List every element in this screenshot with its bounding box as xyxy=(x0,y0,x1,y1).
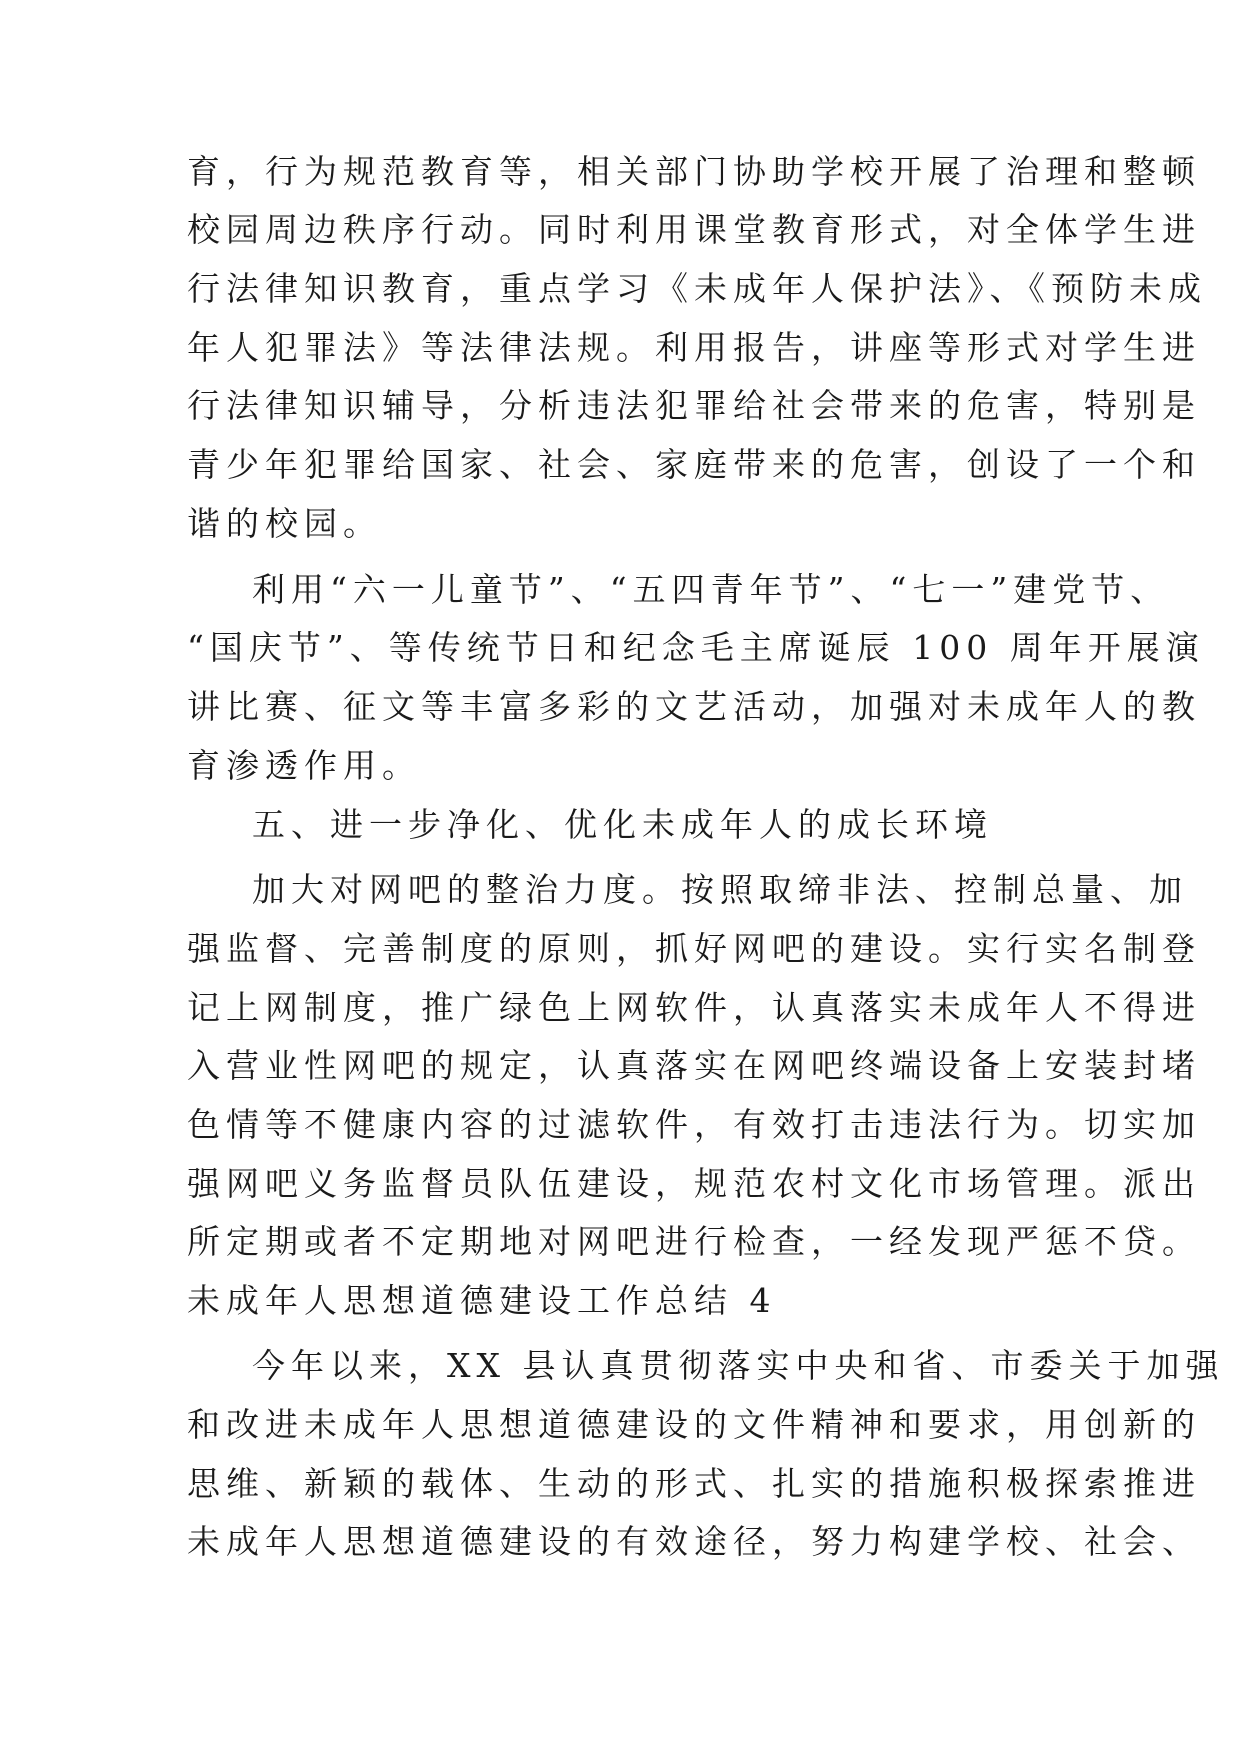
text-line: 记上网制度，推广绿色上网软件，认真落实未成年人不得进 xyxy=(187,988,1201,1027)
text-line: 利用“六一儿童节”、“五四青年节”、“七一”建党节、 xyxy=(252,570,1170,609)
text-line: 强监督、完善制度的原则，抓好网吧的建设。实行实名制登 xyxy=(187,929,1201,968)
document-title: 未成年人思想道德建设工作总结 4 xyxy=(187,1281,777,1320)
text-line: 入营业性网吧的规定，认真落实在网吧终端设备上安装封堵 xyxy=(187,1046,1201,1085)
text-line: 色情等不健康内容的过滤软件，有效打击违法行为。切实加 xyxy=(187,1105,1201,1144)
text-line: 育，行为规范教育等，相关部门协助学校开展了治理和整顿 xyxy=(187,152,1201,191)
text-line: 思维、新颖的载体、生动的形式、扎实的措施积极探索推进 xyxy=(187,1464,1201,1503)
text-line: 未成年人思想道德建设的有效途径，努力构建学校、社会、 xyxy=(187,1522,1201,1561)
text-line: 年人犯罪法》等法律法规。利用报告，讲座等形式对学生进 xyxy=(187,328,1201,367)
text-line: 和改进未成年人思想道德建设的文件精神和要求，用创新的 xyxy=(187,1405,1201,1444)
section-heading: 五、进一步净化、优化未成年人的成长环境 xyxy=(252,805,993,844)
text-line: “国庆节”、等传统节日和纪念毛主席诞辰 100 周年开展演 xyxy=(187,628,1205,667)
text-line: 青少年犯罪给国家、社会、家庭带来的危害，创设了一个和 xyxy=(187,445,1201,484)
text-line: 育渗透作用。 xyxy=(187,746,421,785)
text-line: 强网吧义务监督员队伍建设，规范农村文化市场管理。派出 xyxy=(187,1164,1201,1203)
text-line: 行法律知识辅导，分析违法犯罪给社会带来的危害，特别是 xyxy=(187,386,1201,425)
text-line: 加大对网吧的整治力度。按照取缔非法、控制总量、加 xyxy=(252,870,1188,909)
text-line: 所定期或者不定期地对网吧进行检查，一经发现严惩不贷。 xyxy=(187,1222,1201,1261)
text-line: 谐的校园。 xyxy=(187,504,382,543)
text-line: 行法律知识教育，重点学习《未成年人保护法》、《预防未成 xyxy=(187,269,1207,308)
text-line: 讲比赛、征文等丰富多彩的文艺活动，加强对未成年人的教 xyxy=(187,687,1201,726)
text-line: 今年以来，XX 县认真贯彻落实中央和省、市委关于加强 xyxy=(252,1346,1225,1385)
text-line: 校园周边秩序行动。同时利用课堂教育形式，对全体学生进 xyxy=(187,210,1201,249)
